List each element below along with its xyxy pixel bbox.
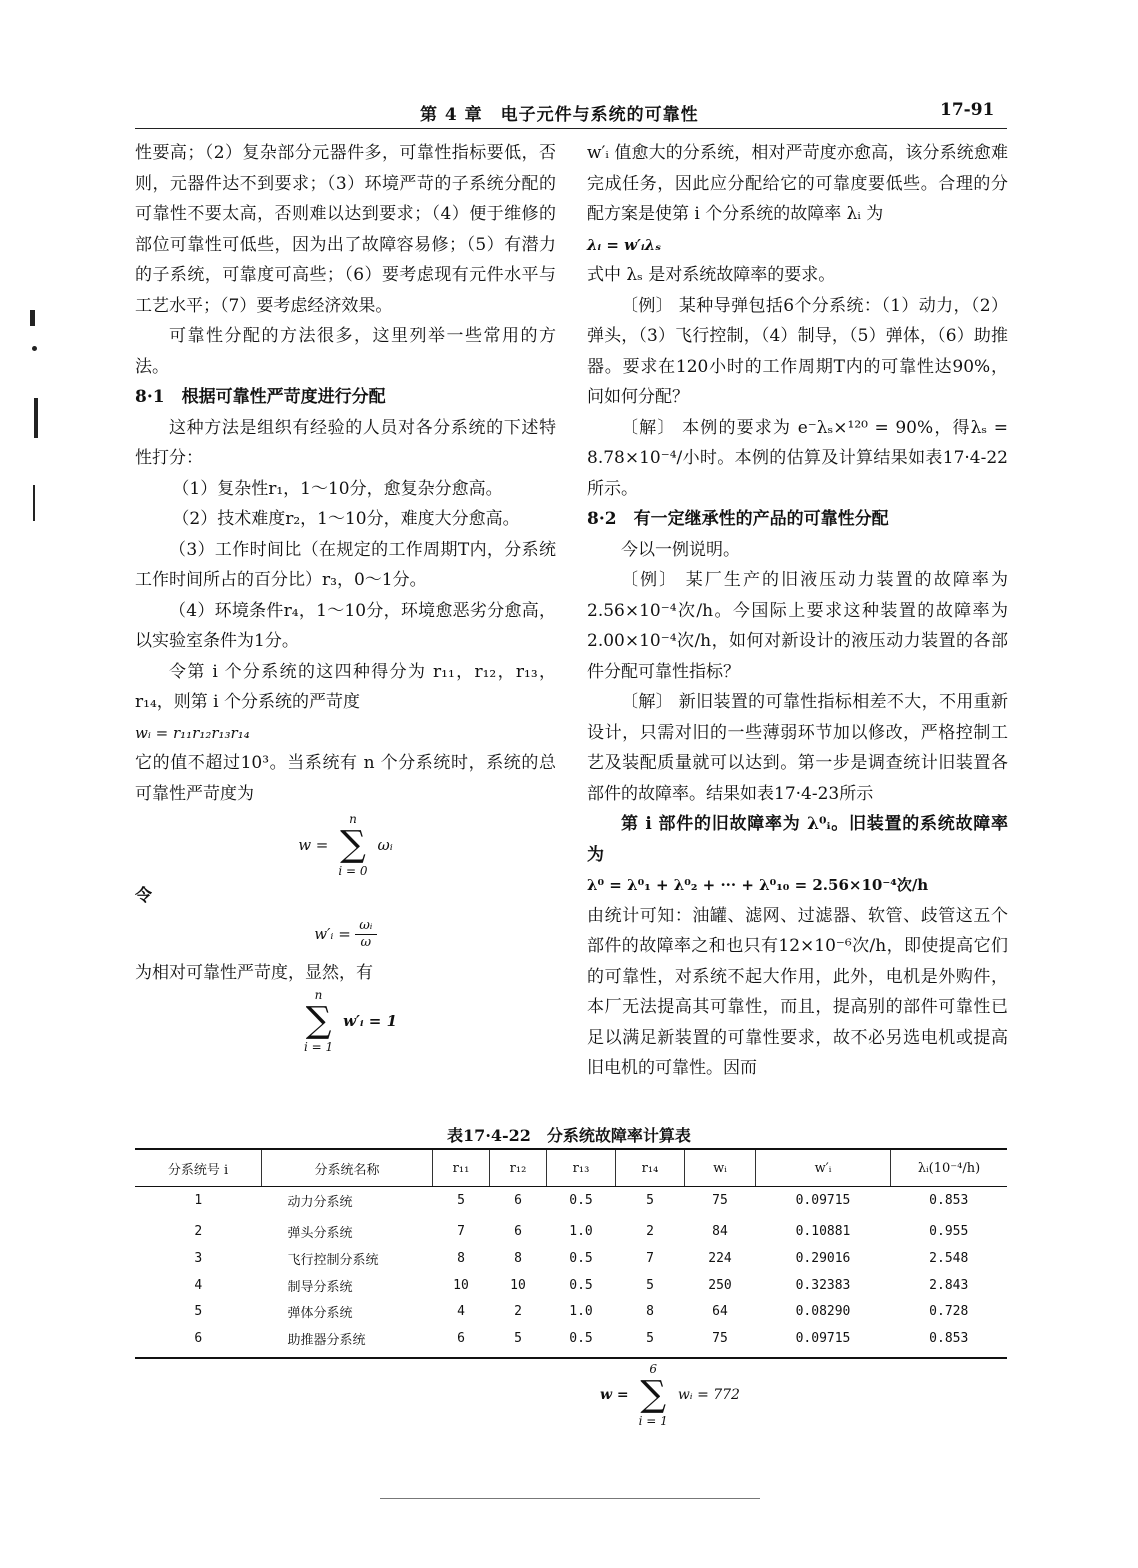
left-paragraph: 这种方法是组织有经验的人员对各分系统的下述特性打分： [135, 417, 556, 468]
cell: 224 [708, 1250, 732, 1266]
formula-term: w′ᵢ = 1 [343, 1011, 398, 1030]
formula-lhs: w′ᵢ = [314, 925, 351, 944]
cell: 64 [712, 1304, 728, 1320]
cell: 0.29016 [795, 1250, 851, 1266]
cell: 5 [646, 1277, 654, 1293]
cell: 0.955 [929, 1224, 969, 1240]
cell: 2.548 [929, 1250, 969, 1266]
sigma-lower: i = 1 [303, 1040, 334, 1054]
column-header: λᵢ(10⁻⁴/h) [891, 1149, 1008, 1187]
column-header: r₁₂ [490, 1149, 547, 1187]
cell: 2.843 [929, 1277, 969, 1293]
sigma-symbol [639, 1362, 668, 1428]
cell: 6 [135, 1325, 262, 1358]
cell: 2 [514, 1304, 522, 1320]
left-paragraph: 令第 i 个分系统的这四种得分为 r₁₁，r₁₂，r₁₃，r₁₄，则第 i 个分系统的严苛度 [135, 661, 556, 712]
cell: 0.853 [891, 1325, 1008, 1358]
table-row [135, 1325, 1007, 1358]
column-header: wᵢ [685, 1149, 756, 1187]
scan-mark [34, 398, 38, 438]
table-row [135, 1298, 1007, 1325]
cell: 8 [646, 1304, 654, 1320]
formula-allocation: λᵢ = w′ᵢλₛ [587, 235, 662, 254]
example-paragraph: 〔例〕 某种导弹包括6个分系统：（1）动力，（2）弹头，（3）飞行控制，（4）制导，（5）弹体，（6）助推器。要求在120小时的工作周期T内的可靠性达90%，问如何分配？ [587, 295, 1008, 407]
cell: 3 [194, 1250, 203, 1266]
left-paragraph: 它的值不超过10³。当系统有 n 个分系统时，系统的总可靠性严苛度为 [135, 753, 556, 804]
cell: 0.5 [547, 1325, 616, 1358]
sigma-glyph: ∑ [340, 824, 366, 865]
footer-rule [380, 1498, 760, 1499]
sigma-symbol [338, 812, 367, 878]
failure-rate-table [135, 1148, 1007, 1359]
column-header: 分系统名称 [262, 1149, 433, 1187]
sigma-upper: 6 [649, 1362, 658, 1376]
formula-term: ωᵢ [377, 835, 393, 854]
formula-sum-one [135, 988, 556, 1054]
cell: 75 [685, 1325, 756, 1358]
right-paragraph: w′ᵢ 值愈大的分系统，相对严苛度亦愈高，该分系统愈难完成任务，因此应分配给它的可靠度要低些。合理的分配方案是使第 i 个分系统的故障率 λᵢ 为 [587, 143, 1008, 224]
cell: 7 [457, 1224, 465, 1240]
cell: 84 [712, 1224, 728, 1240]
formula-old-failure-rate: λ⁰ = λ⁰₁ + λ⁰₂ + ··· + λ⁰₁₀ = 2.56×10⁻⁴次/h [587, 876, 929, 894]
cell: 2 [646, 1224, 654, 1240]
left-paragraph: 性要高；（2）复杂部分元器件多，可靠性指标要低，否则，元器件达不到要求；（3）环境严苛的子系统分配的可靠性不要太高，否则难以达到要求；（4）便于维修的部位可靠性可低些，因为出了故障容易修；（5）有潜力的子系统，可靠度可高些；（6）要考虑现有元件水平与工艺水平；（7）要考虑经济效果。 [135, 143, 556, 316]
cell: 0.09715 [795, 1192, 851, 1208]
fraction-numerator: ωᵢ [359, 918, 373, 933]
fraction-denominator: ω [360, 935, 372, 950]
cell: 6 [514, 1224, 522, 1240]
sigma-lower: i = 1 [638, 1414, 668, 1428]
formula-term: wᵢ = 772 [677, 1387, 740, 1403]
scan-mark [32, 346, 37, 351]
table-row [135, 1214, 1007, 1246]
table-row [135, 1187, 1007, 1214]
cell: 0.09715 [756, 1325, 891, 1358]
table-sum-formula [600, 1362, 740, 1428]
cell: 4 [194, 1277, 203, 1293]
solution-paragraph: 〔解〕 新旧装置的可靠性指标相差不大，不用重新设计，只需对旧的一些薄弱环节加以修改，严格控制工艺及装配质量就可以达到。第一步是调查统计旧装置各部件的故障率。结果如表17·4-23所示 [587, 692, 1008, 804]
sigma-glyph: ∑ [305, 1000, 332, 1041]
column-header: r₁₃ [547, 1149, 616, 1187]
cell: 10 [510, 1277, 526, 1293]
cell: 75 [712, 1192, 728, 1208]
cell: 0.728 [929, 1304, 969, 1320]
left-paragraph: 令 [135, 886, 152, 906]
cell: 0.5 [569, 1192, 593, 1208]
cell: 7 [646, 1250, 654, 1266]
column-header: r₁₄ [616, 1149, 685, 1187]
fraction [355, 918, 377, 951]
scan-mark [33, 485, 35, 521]
formula-severity: wᵢ = r₁₁r₁₂r₁₃r₁₄ [135, 723, 250, 742]
cell: 250 [708, 1277, 732, 1293]
list-item: （4）环境条件r₄，1～10分，环境愈恶劣分愈高，以实验室条件为1分。 [135, 600, 556, 651]
right-paragraph: 第 i 部件的旧故障率为 λ⁰ᵢ。旧装置的系统故障率为 [587, 814, 1008, 865]
cell: 0.10881 [795, 1224, 851, 1240]
table-caption: 表17·4-22 分系统故障率计算表 [447, 1126, 691, 1145]
right-paragraph: 由统计可知：油罐、滤网、过滤器、软管、歧管这五个部件的故障率之和也只有12×10⁻⁶次/h，即使提高它们的可靠性，对系统不起大作用，此外，电机是外购件，本厂无法提高其可靠性，而且，提高别的部件可靠性已足以满足新装置的可靠性要求，故不必另选电机或提高旧电机的可靠性。因而 [587, 905, 1008, 1078]
cell: 弹体分系统 [287, 1306, 353, 1322]
example-paragraph: 〔例〕 某厂生产的旧液压动力装置的故障率为2.56×10⁻⁴次/h。今国际上要求这种装置的故障率为2.00×10⁻⁴次/h，如何对新设计的液压动力装置的各部件分配可靠性指标？ [587, 570, 1008, 682]
table-row [135, 1245, 1007, 1272]
cell: 0.5 [569, 1277, 593, 1293]
cell: 制导分系统 [287, 1279, 353, 1295]
sigma-lower: i = 0 [338, 864, 368, 878]
page-number: 17-91 [940, 100, 995, 120]
table-row [135, 1272, 1007, 1299]
sigma-glyph: ∑ [640, 1374, 667, 1415]
list-item: （2）技术难度r₂，1～10分，难度大分愈高。 [172, 509, 520, 529]
sigma-upper: n [349, 812, 357, 826]
cell: 5 [457, 1192, 465, 1208]
right-column [587, 138, 1008, 1084]
cell: 0.5 [569, 1250, 593, 1266]
cell: 5 [490, 1325, 547, 1358]
right-paragraph: 式中 λₛ 是对系统故障率的要求。 [587, 265, 836, 285]
cell: 6 [433, 1325, 490, 1358]
section-heading: 8·2 有一定继承性的产品的可靠性分配 [587, 509, 889, 529]
table-header-row [135, 1149, 1007, 1187]
scan-mark [30, 310, 35, 326]
chapter-title: 第 4 章 电子元件与系统的可靠性 [420, 105, 699, 125]
sigma-upper: n [314, 988, 323, 1002]
cell: 1.0 [569, 1304, 593, 1320]
sigma-symbol [304, 988, 333, 1054]
cell: 助推器分系统 [262, 1325, 433, 1358]
left-column [135, 138, 556, 1054]
left-paragraph: 为相对可靠性严苛度，显然，有 [135, 962, 373, 983]
cell: 4 [457, 1304, 465, 1320]
right-paragraph: 今以一例说明。 [621, 539, 740, 560]
cell: 5 [616, 1325, 685, 1358]
list-item: （3）工作时间比（在规定的工作周期T内，分系统工作时间所占的百分比）r₃，0～1分。 [135, 539, 556, 590]
formula-relative-severity [135, 912, 556, 958]
solution-paragraph: 〔解〕 本例的要求为 e⁻λₛ×¹²⁰ = 90%，得λₛ = 8.78×10⁻⁴/小时。本例的估算及计算结果如表17·4-22所示。 [587, 417, 1008, 499]
cell: 0.853 [929, 1192, 969, 1208]
cell: 5 [646, 1192, 654, 1208]
cell: 飞行控制分系统 [287, 1252, 379, 1268]
left-paragraph: 可靠性分配的方法很多，这里列举一些常用的方法。 [135, 326, 556, 377]
formula-lhs: w = [298, 835, 329, 854]
cell: 1.0 [569, 1224, 593, 1240]
cell: 0.08290 [795, 1304, 851, 1320]
cell: 1 [194, 1192, 203, 1208]
cell: 6 [514, 1192, 522, 1208]
cell: 10 [453, 1277, 469, 1293]
cell: 0.32383 [795, 1277, 851, 1293]
column-header: r₁₁ [433, 1149, 490, 1187]
section-heading: 8·1 根据可靠性严苛度进行分配 [135, 387, 386, 407]
header-rule [135, 128, 1007, 129]
list-item: （1）复杂性r₁，1～10分，愈复杂分愈高。 [172, 478, 503, 499]
formula-total-severity [135, 809, 556, 881]
page-header [0, 100, 1138, 130]
cell: 弹头分系统 [287, 1226, 353, 1242]
cell: 8 [514, 1250, 522, 1266]
cell: 2 [194, 1224, 203, 1240]
cell: 5 [194, 1304, 203, 1320]
cell: 8 [457, 1250, 465, 1266]
formula-lhs: w = [600, 1387, 629, 1403]
column-header: 分系统号 i [135, 1149, 262, 1187]
column-header: w′ᵢ [756, 1149, 891, 1187]
cell: 动力分系统 [287, 1194, 353, 1210]
